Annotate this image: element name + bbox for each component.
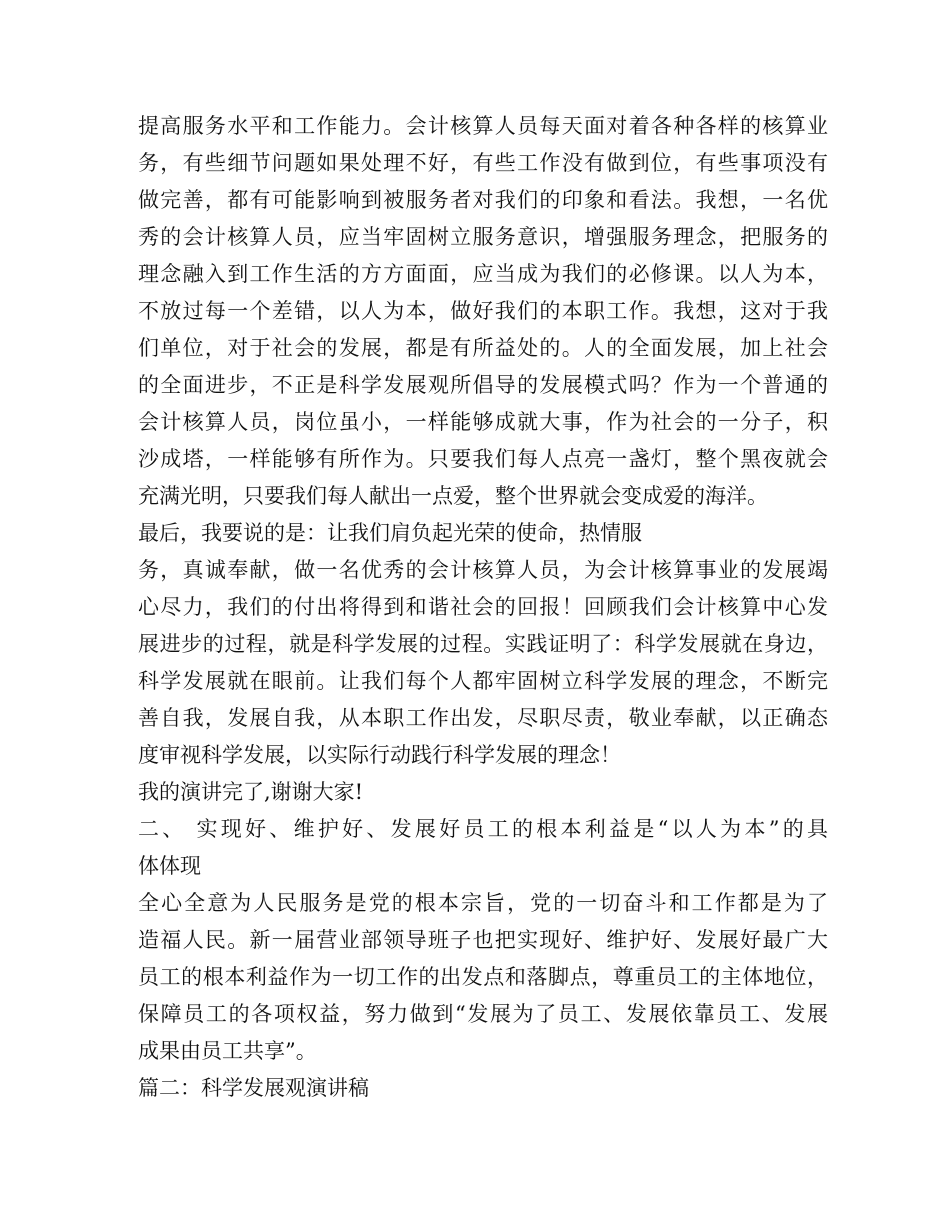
text-line-10: 沙成塔，一样能够有所作为。只要我们每人点亮一盏灯，整个黑夜就会 — [138, 447, 828, 471]
text-line-4: 秀的会计核算人员，应当牢固树立服务意识，增强服务理念，把服务的 — [138, 225, 828, 249]
text-line-25: 保障员工的各项权益，努力做到“发展为了员工、发展依靠员工、发展 — [138, 1002, 828, 1026]
document-body — [138, 108, 828, 1107]
text-line-19: 我的演讲完了,谢谢大家! — [138, 780, 364, 804]
text-line-2: 务，有些细节问题如果处理不好，有些工作没有做到位，有些事项没有 — [138, 151, 828, 175]
text-line-18: 度审视科学发展，以实际行动践行科学发展的理念！ — [138, 743, 621, 767]
text-line-13: 务，真诚奉献，做一名优秀的会计核算人员，为会计核算事业的发展竭 — [138, 558, 828, 582]
section-heading-line-2: 体体现 — [138, 854, 201, 878]
text-line-16: 科学发展就在眼前。让我们每个人都牢固树立科学发展的理念，不断完 — [138, 669, 828, 693]
text-line-8: 的全面进步，不正是科学发展观所倡导的发展模式吗？作为一个普通的 — [138, 373, 828, 397]
text-line-23: 造福人民。新一届营业部领导班子也把实现好、维护好、发展好最广大 — [138, 928, 828, 952]
chapter-title: 篇二：科学发展观演讲稿 — [138, 1076, 369, 1100]
text-line-24: 员工的根本利益作为一切工作的出发点和落脚点，尊重员工的主体地位， — [138, 965, 828, 989]
text-line-1: 提高服务水平和工作能力。会计核算人员每天面对着各种各样的核算业 — [138, 114, 828, 138]
text-line-5: 理念融入到工作生活的方方面面，应当成为我们的必修课。以人为本， — [138, 262, 828, 286]
text-line-17: 善自我，发展自我，从本职工作出发，尽职尽责，敬业奉献，以正确态 — [138, 706, 828, 730]
text-line-12: 最后，我要说的是：让我们肩负起光荣的使命，热情服 — [138, 521, 642, 545]
text-line-15: 展进步的过程，就是科学发展的过程。实践证明了：科学发展就在身边， — [138, 632, 828, 656]
text-line-11: 充满光明，只要我们每人献出一点爱，整个世界就会变成爱的海洋。 — [138, 484, 768, 508]
section-heading-line-1: 二、 实现好、维护好、发展好员工的根本利益是“以人为本”的具 — [138, 817, 828, 841]
text-line-3: 做完善，都有可能影响到被服务者对我们的印象和看法。我想，一名优 — [138, 188, 828, 212]
text-line-14: 心尽力，我们的付出将得到和谐社会的回报！回顾我们会计核算中心发 — [138, 595, 828, 619]
text-line-7: 们单位，对于社会的发展，都是有所益处的。人的全面发展，加上社会 — [138, 336, 828, 360]
text-line-26: 成果由员工共享”。 — [138, 1039, 317, 1063]
text-line-6: 不放过每一个差错，以人为本，做好我们的本职工作。我想，这对于我 — [138, 299, 828, 323]
text-line-9: 会计核算人员，岗位虽小，一样能够成就大事，作为社会的一分子，积 — [138, 410, 828, 434]
text-line-22: 全心全意为人民服务是党的根本宗旨，党的一切奋斗和工作都是为了 — [138, 891, 828, 915]
